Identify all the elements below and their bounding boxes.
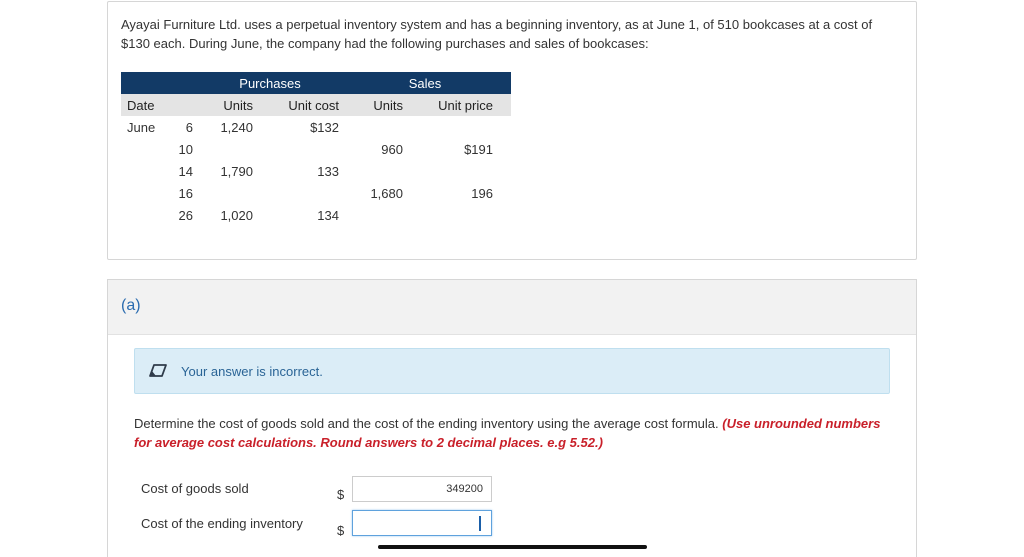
cell-month (121, 160, 165, 182)
cell-unit-price (403, 204, 511, 226)
question-text (134, 414, 894, 452)
cell-day: 26 (178, 207, 193, 223)
horizontal-scrollbar[interactable] (378, 545, 647, 549)
table-row (121, 182, 511, 204)
col-header-unit-price: Unit price (403, 94, 511, 116)
column-header-row (121, 94, 511, 116)
feedback-banner (134, 348, 890, 394)
feedback-message: Your answer is incorrect. (181, 364, 323, 379)
cell-month: June (127, 119, 156, 135)
ending-inventory-label: Cost of the ending inventory (141, 516, 303, 531)
col-header-sales-units: Units (339, 94, 403, 116)
question-note: (Use unrounded numbers for average cost calculations. Round answers to 2 decimal places. e.g 5.52.) (134, 416, 881, 450)
group-header-purchases: Purchases (201, 72, 339, 94)
cell-day: 6 (185, 119, 193, 135)
cell-sales-units: 1,680 (370, 185, 403, 201)
cell-unit-price (403, 160, 511, 182)
ending-inventory-currency: $ (337, 523, 345, 538)
cell-sales-units: 960 (381, 141, 403, 157)
pencil-icon (148, 363, 168, 379)
cell-purchase-units (201, 138, 253, 160)
group-header-blank (121, 72, 201, 94)
cogs-currency: $ (337, 487, 345, 502)
cell-sales-units (339, 160, 403, 182)
cell-purchase-units (201, 182, 253, 204)
ending-inventory-input[interactable] (352, 510, 492, 536)
problem-card (107, 1, 917, 260)
table-row (121, 138, 511, 160)
cell-month (121, 138, 165, 160)
cell-month (121, 204, 165, 226)
question-main: Determine the cost of goods sold and the cost of the ending inventory using the average cost formula. (134, 416, 723, 431)
intro-line-1: Ayayai Furniture Ltd. uses a perpetual inventory system and has a beginning inventory, as at June 1, of 510 bookcases at a cost of (121, 17, 873, 32)
group-header-sales: Sales (339, 72, 511, 94)
col-header-date: Date (121, 94, 201, 116)
cell-sales-units (339, 116, 403, 138)
problem-intro (121, 15, 901, 53)
cell-day: 16 (178, 185, 193, 201)
cell-month (121, 182, 165, 204)
cell-day: 14 (178, 163, 193, 179)
cogs-input[interactable]: 349200 (352, 476, 492, 502)
table-row (121, 160, 511, 182)
cell-unit-price: 196 (471, 185, 493, 201)
cell-unit-cost (253, 182, 339, 204)
cell-unit-cost (253, 138, 339, 160)
part-label: (a) (121, 297, 141, 314)
group-header-row (121, 72, 511, 94)
cell-purchase-units: 1,790 (220, 163, 253, 179)
col-header-unit-cost: Unit cost (253, 94, 339, 116)
intro-line-2: $130 each. During June, the company had the following purchases and sales of bookcases: (121, 36, 649, 51)
part-a-section (107, 279, 917, 557)
cell-day: 10 (178, 141, 193, 157)
part-a-header (108, 280, 916, 335)
col-header-purchase-units: Units (201, 94, 253, 116)
cogs-label: Cost of goods sold (141, 481, 249, 496)
text-caret (479, 516, 481, 531)
table-row (121, 116, 511, 138)
cell-purchase-units: 1,020 (220, 207, 253, 223)
cell-unit-cost: $132 (310, 119, 339, 135)
inventory-table (121, 72, 511, 226)
table-row (121, 204, 511, 226)
cell-unit-price: $191 (464, 141, 493, 157)
cell-sales-units (339, 204, 403, 226)
cell-unit-cost: 133 (317, 163, 339, 179)
cell-unit-cost: 134 (317, 207, 339, 223)
cell-purchase-units: 1,240 (220, 119, 253, 135)
cell-unit-price (403, 116, 511, 138)
